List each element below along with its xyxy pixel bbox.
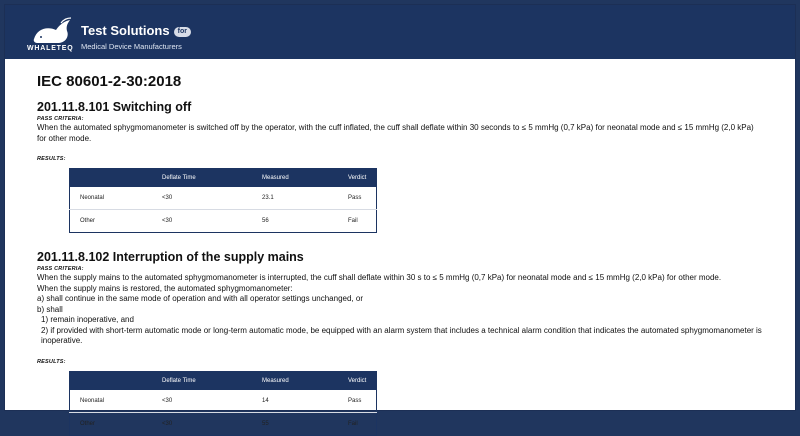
pass-criteria-text bbox=[37, 123, 763, 144]
section-interruption-supply bbox=[37, 250, 763, 436]
header-cell bbox=[70, 169, 153, 188]
table-row bbox=[70, 412, 377, 435]
header-cell: Verdict bbox=[338, 371, 377, 390]
standard-title: IEC 80601-2-30:2018 bbox=[37, 73, 182, 90]
whale-icon bbox=[31, 17, 73, 47]
table-cell: Other bbox=[70, 210, 153, 233]
verdict-cell: Fail bbox=[338, 210, 377, 233]
section-title: 201.11.8.102 Interruption of the supply mains bbox=[37, 250, 304, 264]
table-header-row bbox=[70, 371, 377, 390]
table-cell: <30 bbox=[152, 412, 252, 435]
table-header-row bbox=[70, 169, 377, 188]
results-label: RESULTS: bbox=[37, 358, 66, 365]
criteria-line: When the supply mains to the automated sphygmomanometer is interrupted, the cuff shall deflate within 30 s to ≤ 5 mmHg (0,7 kPa) for neonatal mode and ≤ 15 mmHg (2,0 kPa) for other mode. bbox=[37, 273, 722, 282]
brand-name: Test Solutions bbox=[81, 23, 170, 38]
table-row bbox=[70, 390, 377, 413]
table-row bbox=[70, 210, 377, 233]
pass-criteria-text bbox=[37, 273, 763, 347]
verdict-cell: Fail bbox=[338, 412, 377, 435]
report-header bbox=[5, 5, 795, 59]
section-switching-off bbox=[37, 100, 763, 233]
header-cell: Measured bbox=[252, 371, 338, 390]
table-row bbox=[70, 187, 377, 210]
results-table bbox=[69, 168, 377, 233]
pass-criteria-label: PASS CRITERIA: bbox=[37, 266, 84, 272]
brand-title bbox=[81, 23, 191, 38]
criteria-line: When the supply mains is restored, the automated sphygmomanometer: bbox=[37, 283, 293, 293]
verdict-cell: Pass bbox=[348, 397, 362, 404]
criteria-line: When the automated sphygmomanometer is switched off by the operator, with the cuff inflated, the cuff shall deflate within 30 seconds to ≤ 5 mmHg (0,7 kPa) for neonatal mode and ≤ 15 mmHg (2,0 kPa) for other mode. bbox=[37, 123, 754, 143]
header-cell: Measured bbox=[252, 169, 338, 188]
header-cell bbox=[70, 371, 153, 390]
table-cell: Neonatal bbox=[80, 397, 105, 404]
header-cell: Deflate Time bbox=[152, 371, 252, 390]
table-cell: 56 bbox=[252, 210, 338, 233]
table-cell: Neonatal bbox=[80, 195, 105, 201]
pass-criteria-label: PASS CRITERIA: bbox=[37, 116, 84, 122]
header-cell: Verdict bbox=[338, 169, 377, 188]
brand-subtitle: Medical Device Manufacturers bbox=[81, 42, 182, 51]
table-cell: 55 bbox=[252, 412, 338, 435]
table-cell: <30 bbox=[162, 195, 173, 201]
results-table bbox=[69, 371, 377, 436]
verdict-cell: Pass bbox=[348, 195, 362, 201]
report-content bbox=[5, 59, 795, 436]
report-window bbox=[4, 4, 796, 427]
table-cell: <30 bbox=[162, 397, 173, 404]
results-label: RESULTS: bbox=[37, 156, 66, 162]
criteria-line: b) shall bbox=[37, 304, 63, 314]
logo-wordmark: WHALETEQ bbox=[27, 45, 74, 52]
table-cell: Other bbox=[70, 412, 153, 435]
header-cell: Deflate Time bbox=[152, 169, 252, 188]
table-cell: <30 bbox=[152, 210, 252, 233]
criteria-line: a) shall continue in the same mode of operation and with all operator settings unchanged, or bbox=[37, 294, 363, 303]
table-cell: 14 bbox=[262, 397, 269, 404]
section-title: 201.11.8.101 Switching off bbox=[37, 100, 192, 114]
brand-badge: for bbox=[174, 27, 191, 37]
criteria-line: 2) if provided with short-term automatic mode or long-term automatic mode, be equipped with an alarm system that includes a technical alarm condition that indicates the automated sphygmomanometer is inoperative. bbox=[41, 325, 762, 345]
criteria-line: 1) remain inoperative, and bbox=[41, 315, 134, 324]
table-cell: 23.1 bbox=[262, 195, 274, 201]
